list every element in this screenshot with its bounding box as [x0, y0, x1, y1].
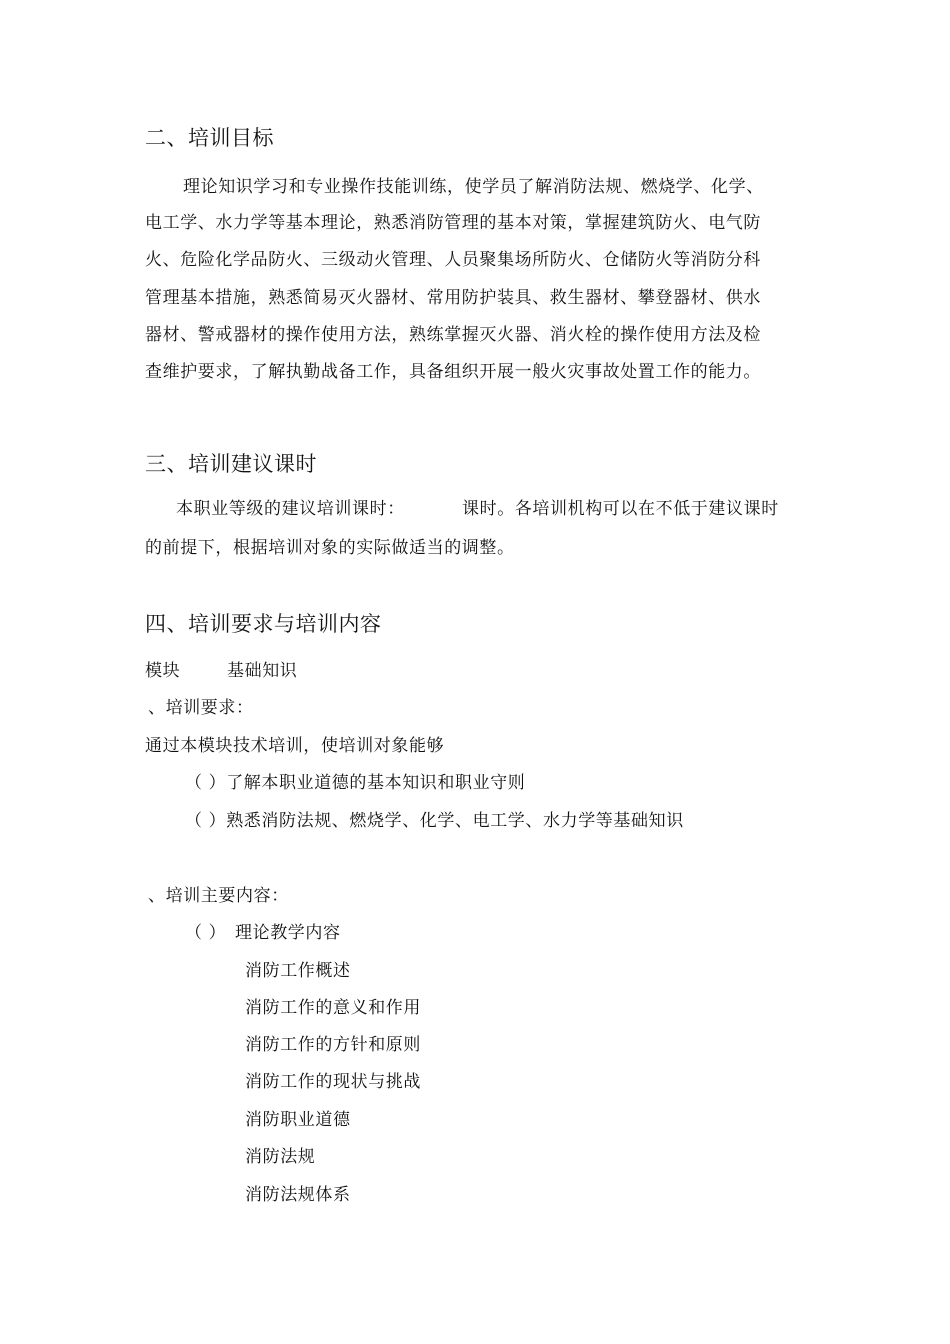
requirement-item-1: （ ）了解本职业道德的基本知识和职业守则 [185, 773, 526, 793]
goals-line-1: 理论知识学习和专业操作技能训练，使学员了解消防法规、燃烧学、化学、 [183, 177, 764, 197]
hours-line-1-part1: 本职业等级的建议培训课时： [176, 499, 405, 519]
content-item-2: 消防工作的意义和作用 [245, 998, 421, 1018]
requirements-heading: 、培训要求： [148, 698, 254, 718]
content-sub-title: 理论教学内容 [235, 923, 341, 943]
section-heading-requirements-content: 四、培训要求与培训内容 [145, 612, 382, 636]
module-name: 基础知识 [227, 661, 298, 681]
content-sub-marker: （ ） [185, 923, 227, 943]
content-item-1: 消防工作概述 [245, 961, 351, 981]
requirements-intro: 通过本模块技术培训，使培训对象能够 [145, 736, 445, 756]
content-item-3: 消防工作的方针和原则 [245, 1035, 421, 1055]
goals-line-6: 查维护要求，了解执勤战备工作，具备组织开展一般火灾事故处置工作的能力。 [145, 362, 761, 382]
hours-line-2: 的前提下，根据培训对象的实际做适当的调整。 [145, 538, 515, 558]
module-label: 模块 [145, 661, 181, 681]
content-item-6: 消防法规 [245, 1147, 316, 1167]
goals-line-4: 管理基本措施，熟悉简易灭火器材、常用防护装具、救生器材、攀登器材、供水 [145, 288, 761, 308]
section-heading-training-goals: 二、培训目标 [145, 126, 274, 150]
content-item-4: 消防工作的现状与挑战 [245, 1072, 421, 1092]
content-item-7: 消防法规体系 [245, 1185, 351, 1205]
content-item-5: 消防职业道德 [245, 1110, 351, 1130]
goals-line-5: 器材、警戒器材的操作使用方法，熟练掌握灭火器、消火栓的操作使用方法及检 [145, 325, 761, 345]
requirement-item-2: （ ）熟悉消防法规、燃烧学、化学、电工学、水力学等基础知识 [185, 811, 684, 831]
section-heading-suggested-hours: 三、培训建议课时 [145, 452, 317, 476]
content-heading: 、培训主要内容： [148, 886, 289, 906]
goals-line-3: 火、危险化学品防火、三级动火管理、人员聚集场所防火、仓储防火等消防分科 [145, 250, 761, 270]
goals-line-2: 电工学、水力学等基本理论，熟悉消防管理的基本对策，掌握建筑防火、电气防 [145, 213, 761, 233]
hours-line-1-part2: 课时。各培训机构可以在不低于建议课时 [462, 499, 779, 519]
